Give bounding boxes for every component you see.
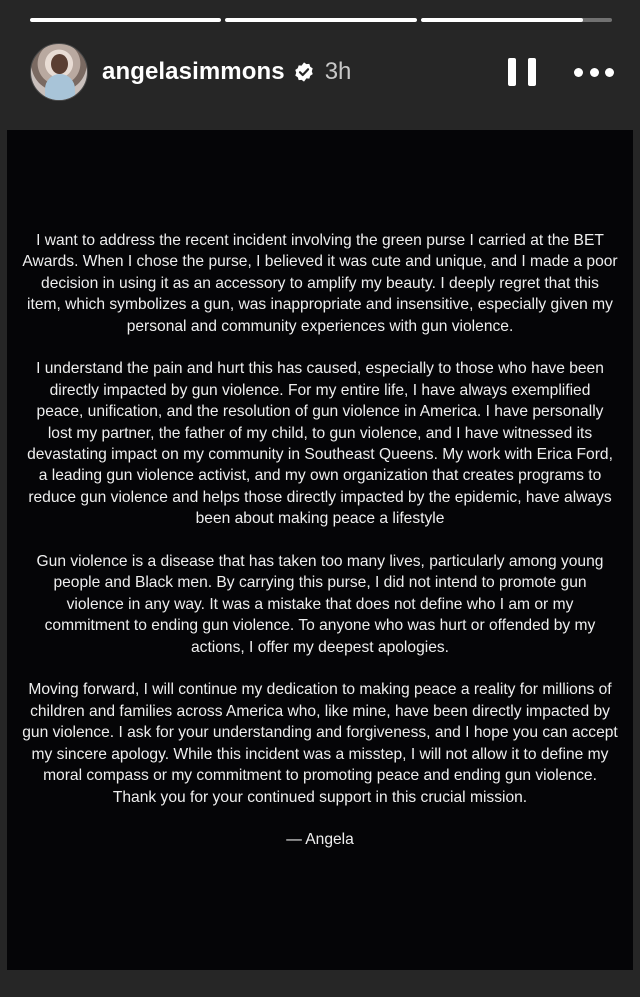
username[interactable]: angelasimmons — [102, 58, 285, 85]
avatar[interactable] — [30, 43, 88, 101]
story-progress-fill — [225, 18, 416, 22]
statement-line: I understand the pain and hurt this has caused, especially to those who have been — [36, 360, 604, 378]
statement-line: item, which symbolizes a gun, was inappropriate and insensitive, especially given my — [27, 296, 613, 314]
more-options-icon[interactable] — [574, 55, 614, 89]
statement-line: lost my partner, the father of my child, to gun violence, and I have witnessed its — [47, 424, 593, 442]
story-content[interactable] — [7, 130, 633, 970]
verified-badge-icon — [293, 61, 315, 83]
story-progress-segment — [225, 18, 416, 22]
statement-line: personal and community experiences with gun violence. — [126, 317, 514, 335]
statement-line: Awards. When I chose the purse, I believed it was cute and unique, and I made a poor — [22, 253, 618, 271]
pause-icon[interactable] — [508, 55, 536, 89]
statement-line: devastating impact on my community in Southeast Queens. My work with Erica Ford, — [27, 446, 613, 464]
more-dot — [605, 68, 614, 77]
story-bottom-area — [0, 970, 640, 997]
statement-line: Moving forward, I will continue my dedication to making peace a reality for millions of — [28, 681, 612, 699]
story-progress-segment — [30, 18, 221, 22]
more-dot — [590, 68, 599, 77]
statement-line: children and families across America who, like mine, have been directly impacted by — [30, 702, 610, 720]
statement-line: people and Black men. By carrying this purse, I did not intend to promote gun — [53, 574, 587, 592]
more-dot — [574, 68, 583, 77]
story-header — [30, 43, 616, 101]
statement-line: Thank you for your continued support in this crucial mission. — [112, 788, 528, 806]
statement-line: Gun violence is a disease that has taken too many lives, particularly among young — [36, 553, 604, 571]
statement-line: reduce gun violence and helps those directly impacted by the epidemic, have always — [28, 488, 612, 506]
avatar-figure-head — [51, 54, 68, 74]
statement-line: my sincere apology. While this incident was a misstep, I will not allow it to define my — [31, 745, 609, 763]
story-progress-fill — [421, 18, 584, 22]
statement-gap — [7, 808, 633, 829]
statement-line: violence in any way. It was a mistake that does not define who I am or my — [66, 595, 574, 613]
statement-text — [7, 230, 633, 829]
pause-bar — [528, 58, 536, 86]
statement-line: been about making peace a lifestyle — [195, 510, 445, 528]
avatar-figure-body — [45, 74, 75, 101]
statement-line: I want to address the recent incident involving the green purse I carried at the BET — [36, 232, 604, 249]
statement-line: moral compass or my commitment to promoting peace and ending gun violence. — [43, 767, 597, 785]
story-progress-bars — [30, 18, 612, 22]
pause-bar — [508, 58, 516, 86]
story-progress-fill — [30, 18, 221, 22]
statement-line: peace, unification, and the resolution of gun violence in America. I have personally — [36, 403, 604, 421]
statement-line: a leading gun violence activist, and my own organization that creates programs to — [38, 467, 602, 485]
statement-line: gun violence. I ask for your understanding and forgiveness, and I hope you can accept — [22, 724, 618, 742]
signature: — Angela — [286, 831, 354, 849]
statement-line: actions, I offer my deepest apologies. — [190, 638, 450, 656]
statement-line — [7, 337, 633, 358]
post-time: 3h — [324, 58, 352, 85]
statement-line: decision in using it as an accessory to amplify my beauty. I deeply regret that this — [41, 274, 599, 292]
story-progress-segment — [421, 18, 612, 22]
statement-line: commitment to ending gun violence. To anyone who was hurt or offended by my — [44, 617, 596, 635]
statement-line — [7, 530, 633, 551]
statement-line: directly impacted by gun violence. For my entire life, I have always exemplified — [49, 381, 591, 399]
statement-line — [7, 658, 633, 679]
